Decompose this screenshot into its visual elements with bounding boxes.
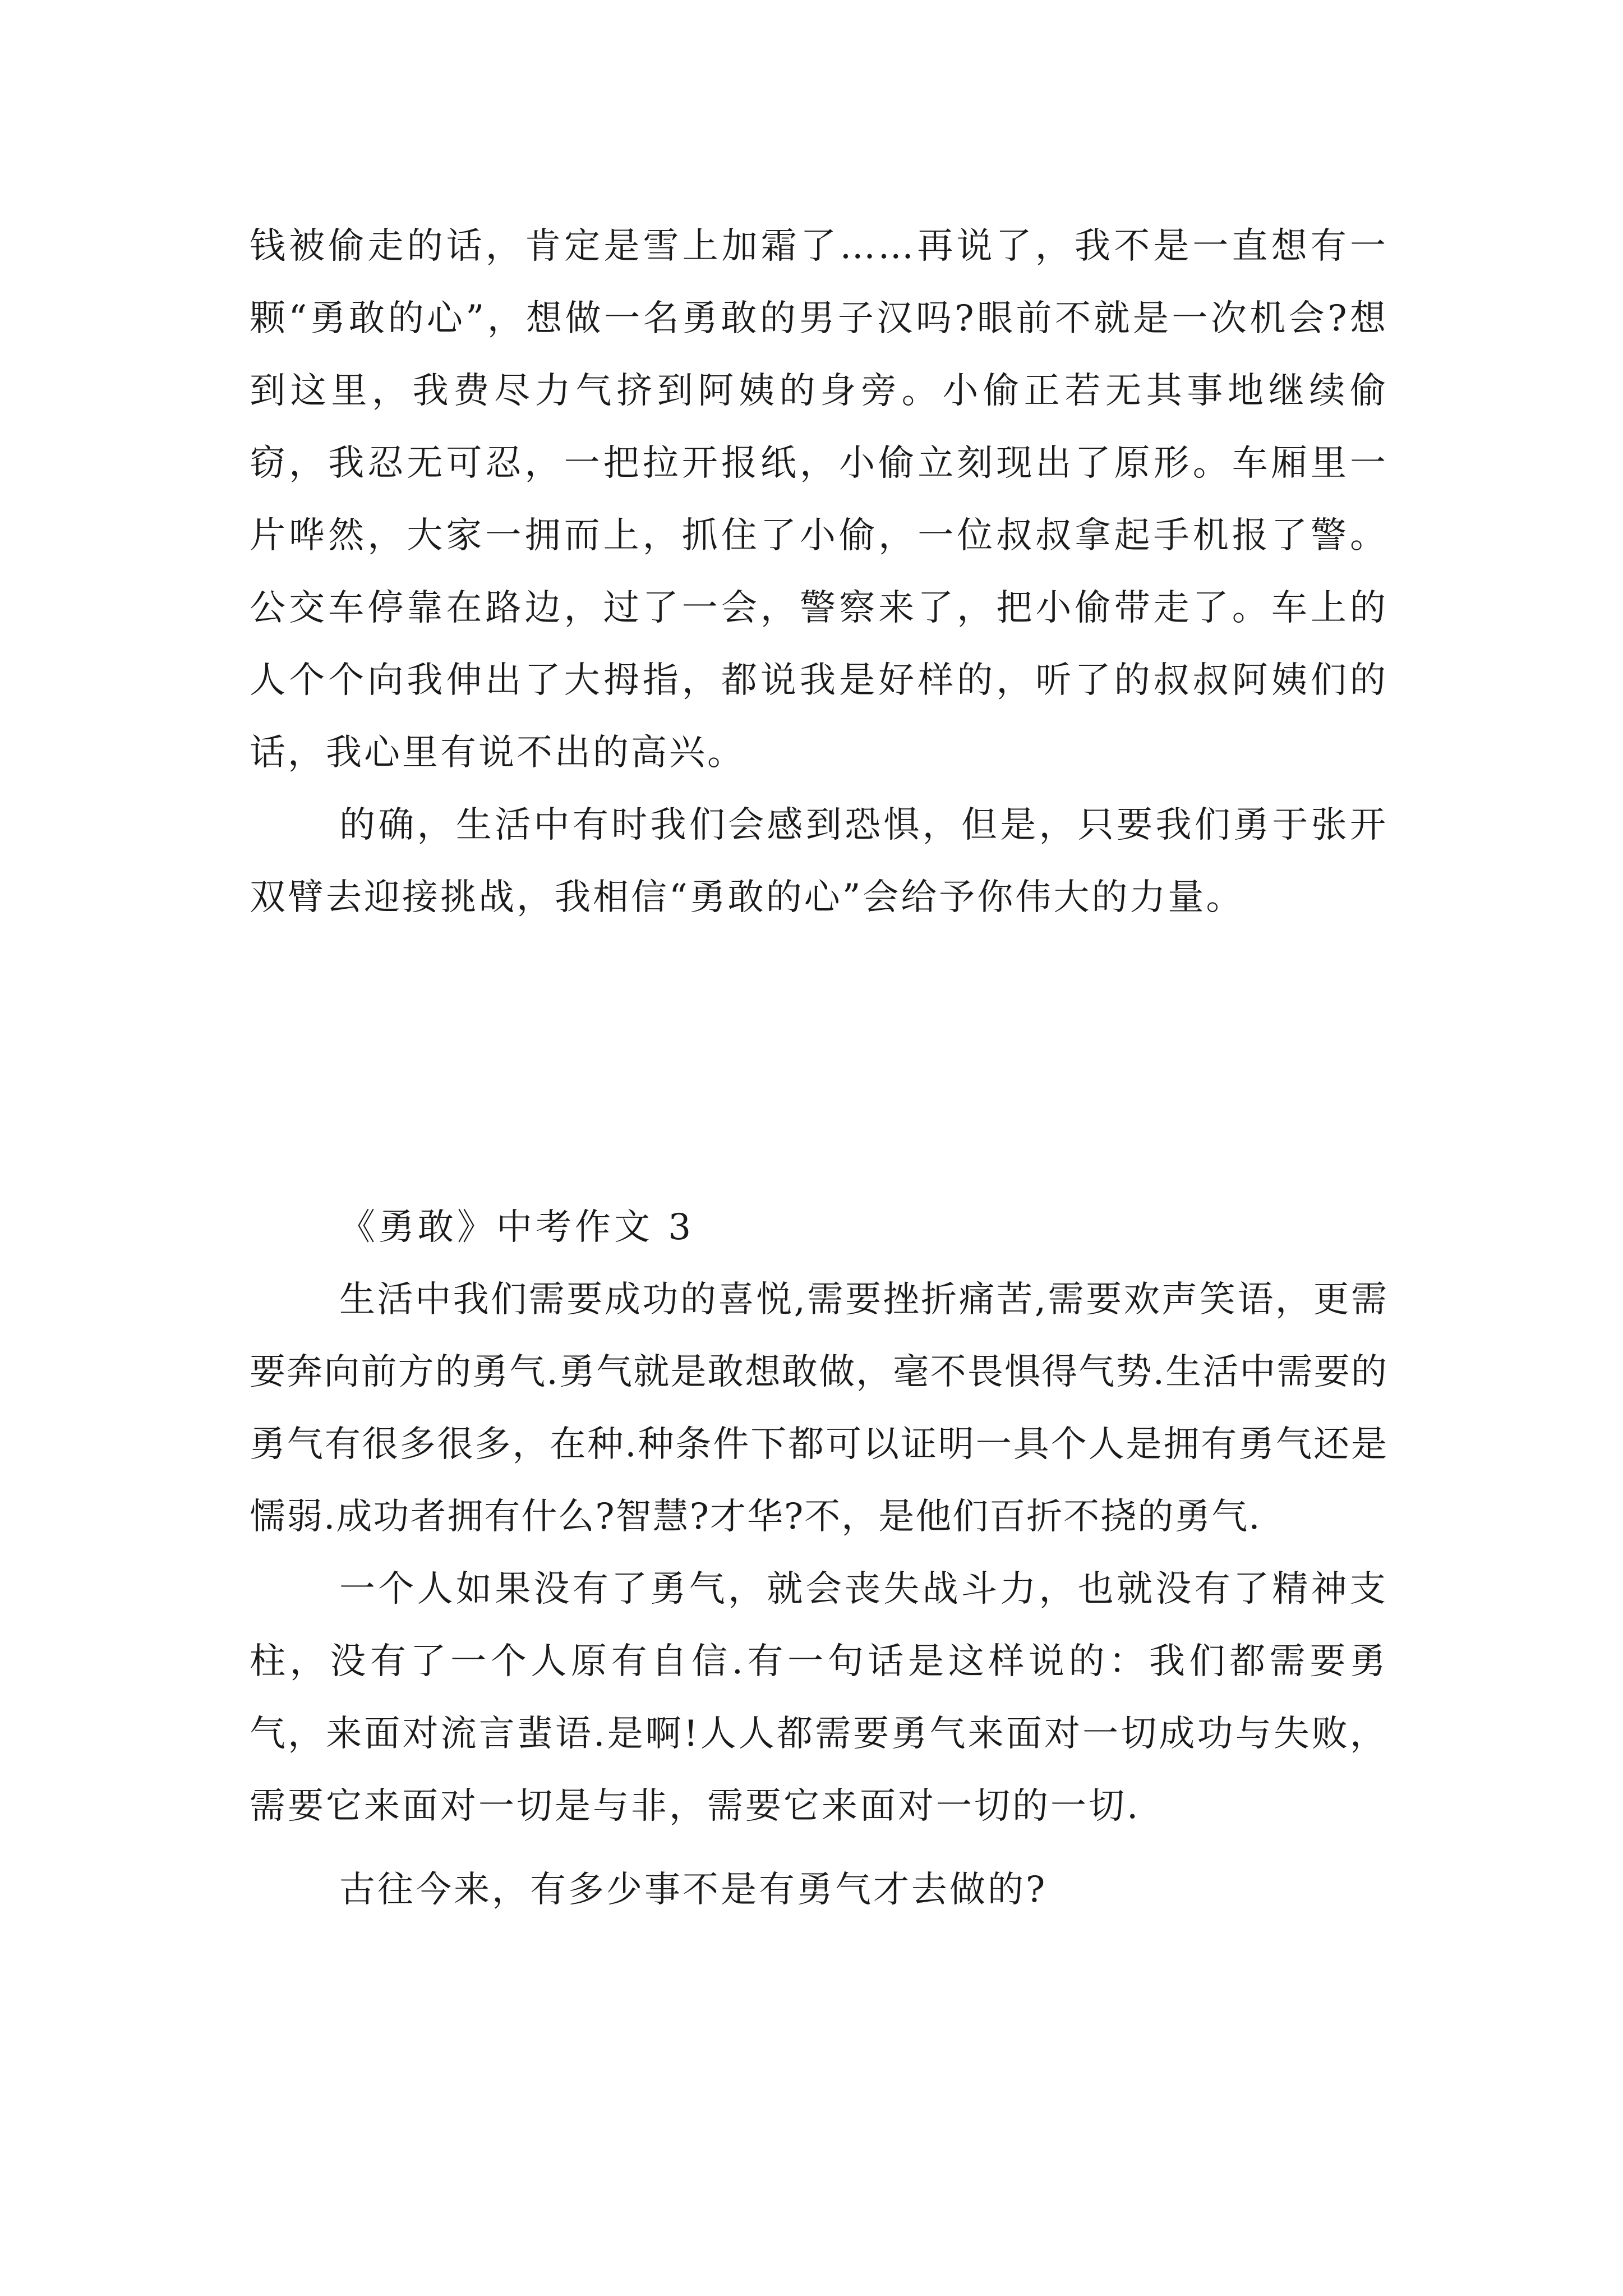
section-title: 《勇敢》中考作文 3 — [339, 1207, 695, 1248]
paragraph-courage-spirit: 一个人如果没有了勇气，就会丧失战斗力，也就没有了精神支柱，没有了一个人原有自信.有一句话是这样说的：我们都需要勇气，来面对流言蜚语.是啊!人人都需要勇气来面对一切成功与失败，需要它来面对一切是与非，需要它来面对一切的一切. — [250, 1568, 1388, 1827]
paragraph-conclusion: 的确，生活中有时我们会感到恐惧，但是，只要我们勇于张开双臂去迎接挑战，我相信“勇敢的心”会给予你伟大的力量。 — [250, 804, 1388, 918]
body-text-section — [250, 1264, 1388, 1926]
paragraph-courage-intro: 生活中我们需要成功的喜悦,需要挫折痛苦,需要欢声笑语，更需要奔向前方的勇气.勇气就是敢想敢做，毫不畏惧得气势.生活中需要的勇气有很多很多，在种.种条件下都可以证明一具个人是拥有勇气还是懦弱.成功者拥有什么?智慧?才华?不，是他们百折不挠的勇气. — [250, 1279, 1388, 1538]
section-heading-block — [250, 1191, 1388, 1264]
body-text-top — [250, 210, 1388, 934]
paragraph-courage-question: 古往今来，有多少事不是有勇气才去做的? — [339, 1869, 1048, 1911]
paragraph-story-ending: 钱被偷走的话，肯定是雪上加霜了……再说了，我不是一直想有一颗“勇敢的心”，想做一名勇敢的男子汉吗?眼前不就是一次机会?想到这里，我费尽力气挤到阿姨的身旁。小偷正若无其事地继续偷窃，我忍无可忍，一把拉开报纸，小偷立刻现出了原形。车厢里一片哗然，大家一拥而上，抓住了小偷，一位叔叔拿起手机报了警。公交车停靠在路边，过了一会，警察来了，把小偷带走了。车上的人个个向我伸出了大拇指，都说我是好样的，听了的叔叔阿姨们的话，我心里有说不出的高兴。 — [250, 226, 1388, 774]
